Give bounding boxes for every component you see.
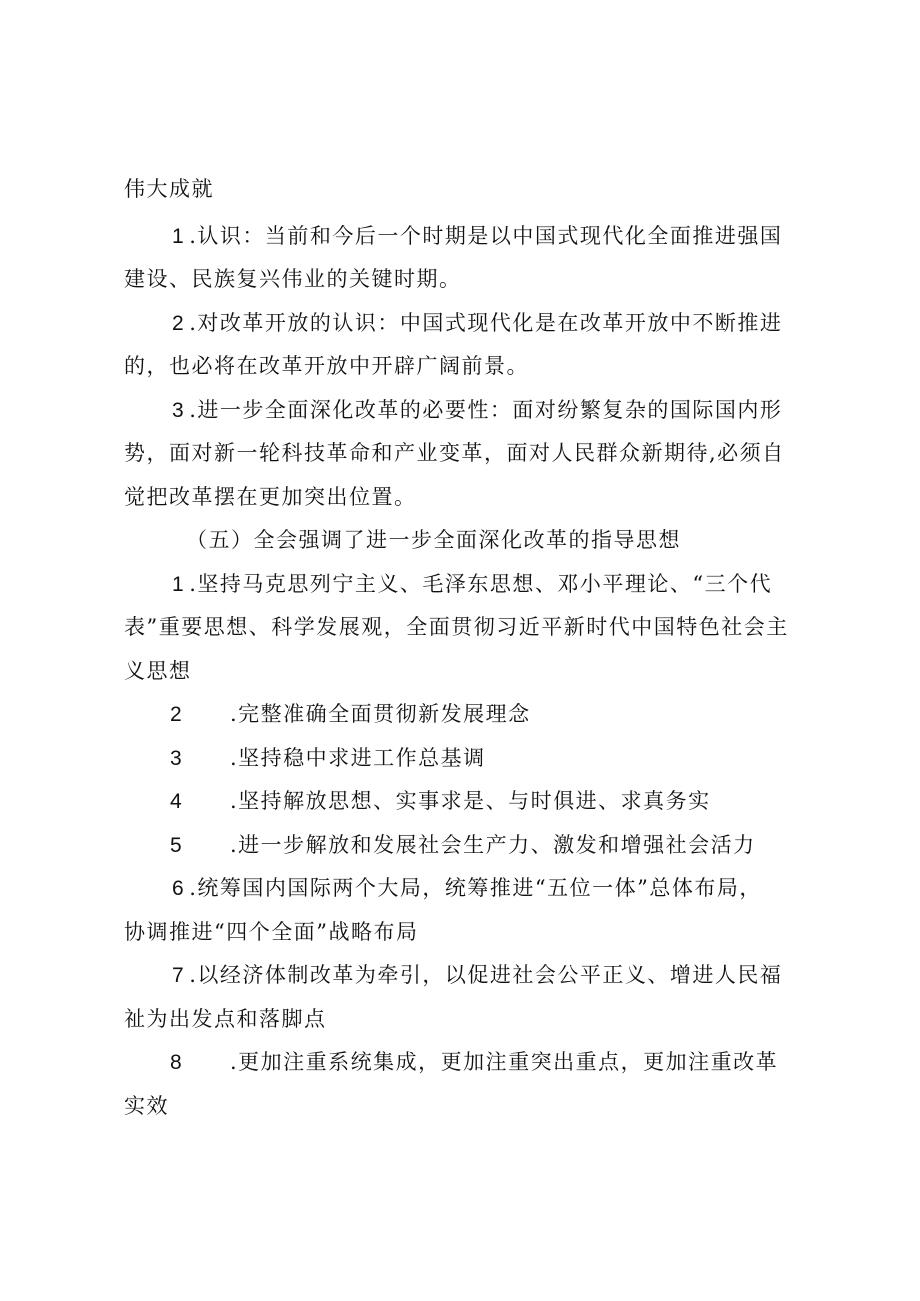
list-item — [172, 309, 782, 338]
list-item — [172, 222, 782, 251]
list-item — [170, 700, 531, 729]
line-text: 觉把改革摆在更加突出位置。 — [124, 485, 417, 509]
line-text: 协调推进“四个全面”战略布局 — [124, 920, 419, 944]
text-line — [124, 352, 529, 380]
item-number: 2 — [172, 312, 186, 335]
line-text: .对改革开放的认识：中国式现代化是在改革开放中不断推进 — [189, 311, 783, 335]
text-line — [124, 657, 192, 685]
line-text: .以经济体制改革为牵引，以促进社会公平正义、增进人民福 — [189, 963, 783, 987]
item-number: 1 — [172, 225, 186, 248]
line-text: .进一步解放和发展社会生产力、激发和增强社会活力 — [230, 833, 756, 857]
item-number: 6 — [172, 877, 186, 900]
text-line — [124, 265, 462, 293]
line-text: .坚持稳中求进工作总基调 — [230, 746, 486, 770]
list-item — [172, 874, 762, 903]
line-text: 表”重要思想、科学发展观，全面贯彻习近平新时代中国特色社会主 — [124, 615, 789, 639]
item-number: 2 — [170, 703, 184, 726]
line-text: .坚持解放思想、实事求是、与时俱进、求真务实 — [230, 789, 711, 813]
line-text: 祉为出发点和落脚点 — [124, 1007, 327, 1031]
text-line — [124, 1092, 169, 1120]
list-item — [170, 831, 756, 860]
line-text: 建设、民族复兴伟业的关键时期。 — [124, 267, 462, 291]
list-item — [170, 787, 711, 816]
line-text: .认识：当前和今后一个时期是以中国式现代化全面推进强国 — [189, 224, 783, 248]
text-line — [124, 1005, 327, 1033]
section-heading — [186, 526, 681, 554]
line-text: .统筹国内国际两个大局，统筹推进“五位一体”总体布局， — [189, 876, 762, 900]
line-text: .坚持马克思列宁主义、毛泽东思想、邓小平理论、“三个代 — [189, 572, 773, 596]
line-text: 实效 — [124, 1094, 169, 1118]
item-number: 5 — [170, 834, 184, 857]
text-line — [124, 483, 417, 511]
line-text: 义思想 — [124, 659, 192, 683]
item-number: 3 — [170, 747, 184, 770]
line-text: （五）全会强调了进一步全面深化改革的指导思想 — [186, 528, 681, 552]
text-line — [124, 175, 214, 203]
list-item — [170, 744, 486, 773]
item-number: 7 — [172, 964, 186, 987]
text-line — [124, 439, 785, 467]
text-line — [124, 613, 789, 641]
line-text: 伟大成就 — [124, 177, 214, 201]
line-text: .更加注重系统集成，更加注重突出重点，更加注重改革 — [230, 1050, 779, 1074]
list-item — [172, 570, 772, 599]
item-number: 3 — [172, 399, 186, 422]
line-text: 势，面对新一轮科技革命和产业变革，面对人民群众新期待,必须自 — [124, 441, 785, 465]
line-text: .完整准确全面贯彻新发展理念 — [230, 702, 531, 726]
item-number: 4 — [170, 790, 184, 813]
list-item — [170, 1048, 778, 1077]
item-number: 8 — [170, 1051, 184, 1074]
line-text: .进一步全面深化改革的必要性：面对纷繁复杂的国际国内形 — [189, 398, 783, 422]
text-line — [124, 918, 418, 946]
list-item — [172, 961, 782, 990]
line-text: 的，也必将在改革开放中开辟广阔前景。 — [124, 354, 529, 378]
item-number: 1 — [172, 573, 186, 596]
list-item — [172, 396, 782, 425]
